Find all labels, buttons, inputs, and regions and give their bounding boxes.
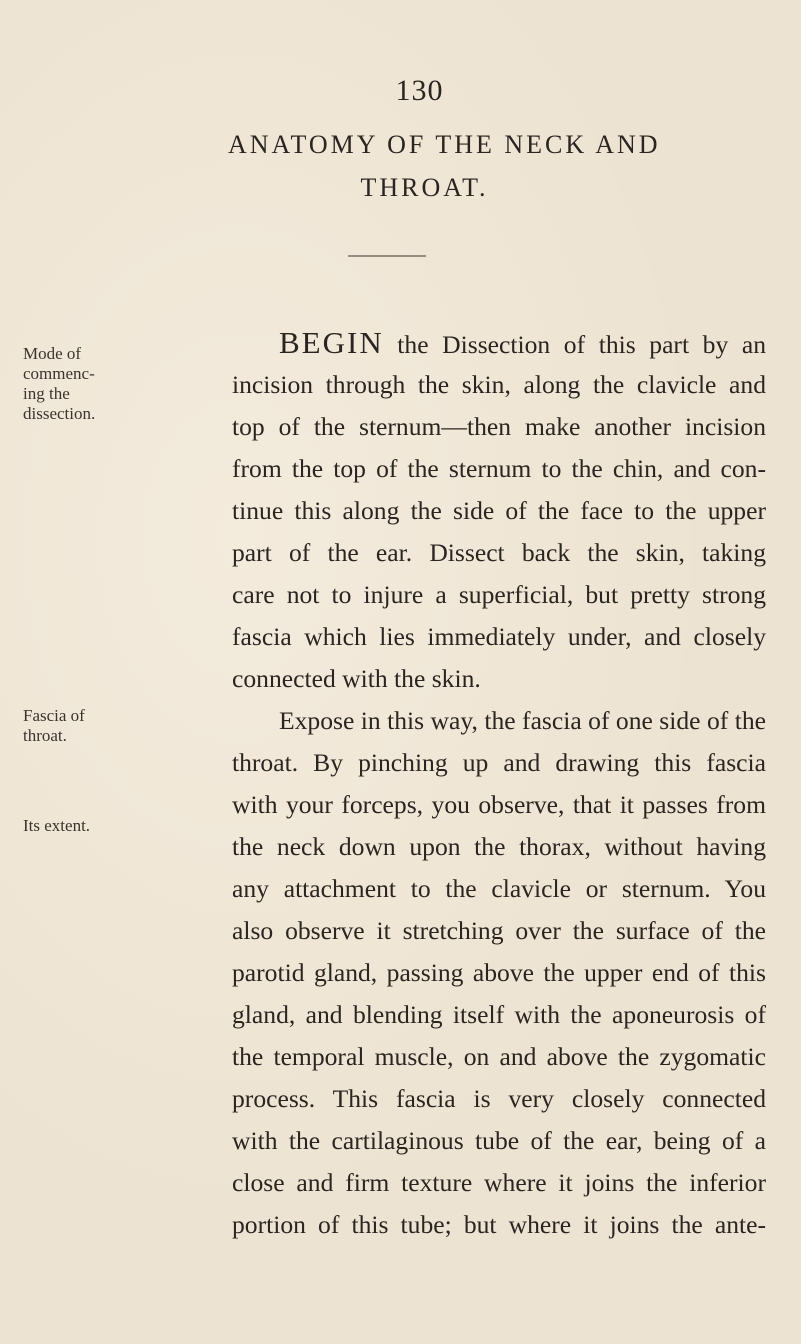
body-text-span: the Dissection of this part by an [383,330,766,359]
body-text-line: from the top of the sternum to the chin, and con- [232,454,766,483]
chapter-title-line-1: ANATOMY OF THE NECK AND [228,130,661,159]
body-text-line: the neck down upon the thorax, without having [232,832,766,861]
margin-note-line: throat. [23,726,67,745]
body-text-line: process. This fascia is very closely connected [232,1084,766,1113]
body-text-line: close and firm texture where it joins the inferior [232,1168,766,1197]
body-text-line: Expose in this way, the fascia of one side of the [279,706,766,735]
page-number: 130 [395,74,444,107]
body-text-line: top of the sternum—then make another incision [232,412,766,441]
body-text-line: with the cartilaginous tube of the ear, being of a [232,1126,766,1155]
margin-note-line: Fascia of [23,706,85,725]
body-text-line: throat. By pinching up and drawing this fascia [232,748,766,777]
body-text-line: the temporal muscle, on and above the zygomatic [232,1042,766,1071]
body-text-line: fascia which lies immediately under, and closely [232,622,766,651]
margin-note-line: ing the [23,384,70,403]
margin-note-line: commenc- [23,364,95,383]
title-divider-rule [348,255,426,257]
body-text-line: with your forceps, you observe, that it passes from [232,790,766,819]
body-text-line: parotid gland, passing above the upper end of this [232,958,766,987]
body-text-line: portion of this tube; but where it joins the ante- [232,1210,766,1239]
body-text-line: any attachment to the clavicle or sternum. You [232,874,766,903]
body-text-line: tinue this along the side of the face to the upper [232,496,766,525]
body-text-line: care not to injure a superficial, but pretty strong [232,580,766,609]
chapter-title-line-2: THROAT. [360,173,489,202]
margin-note-line: Its extent. [23,816,91,835]
margin-note-line: Mode of [23,344,82,363]
drop-word: BEGIN [279,325,384,360]
body-text-line [279,322,766,366]
body-text-line: incision through the skin, along the clavicle and [232,370,766,399]
body-text-line: also observe it stretching over the surface of the [232,916,766,945]
body-text-line: connected with the skin. [232,664,481,693]
body-text-line: gland, and blending itself with the aponeurosis of [232,1000,766,1029]
margin-note-line: dissection. [23,404,96,423]
body-text-line: part of the ear. Dissect back the skin, taking [232,538,766,567]
